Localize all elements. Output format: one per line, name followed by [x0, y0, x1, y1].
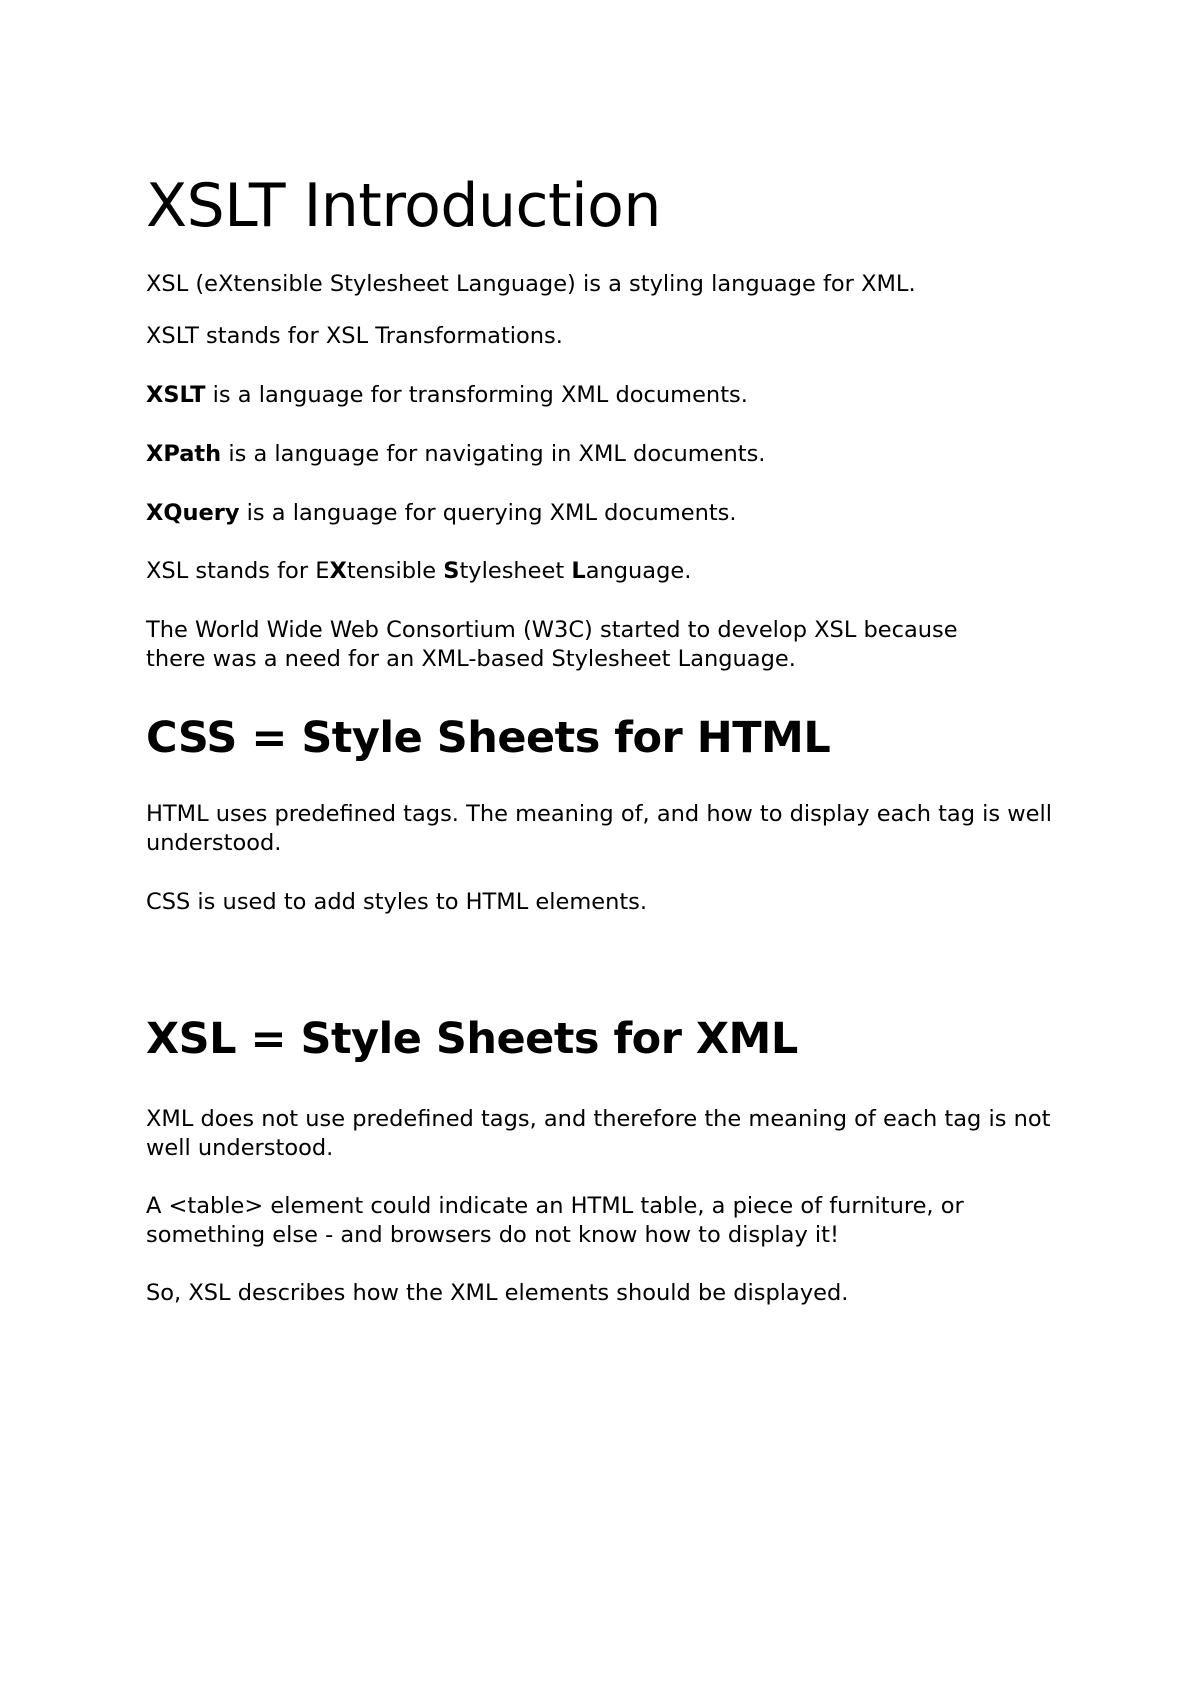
section-heading-css: CSS = Style Sheets for HTML — [146, 713, 831, 763]
abbr-letter-x: X — [329, 558, 347, 584]
abbr-letter-l: L — [571, 558, 586, 584]
abbr-text: tylesheet — [459, 558, 572, 584]
page-title: XSLT Introduction — [146, 171, 661, 241]
abbr-text: anguage. — [585, 558, 692, 584]
xsl-abbreviation-paragraph — [146, 557, 1066, 586]
abbr-letter-s: S — [443, 558, 460, 584]
xsl-paragraph-describes: So, XSL describes how the XML elements should be displayed. — [146, 1280, 849, 1306]
definition-term: XSLT — [146, 382, 206, 408]
definition-term: XPath — [146, 441, 222, 467]
xsl-paragraph-xml-tags: XML does not use predefined tags, and therefore the meaning of each tag is not well understood. — [146, 1106, 1051, 1161]
definition-xpath — [146, 440, 1066, 469]
definition-term: XQuery — [146, 500, 240, 526]
definition-xquery — [146, 499, 1066, 528]
definition-xslt — [146, 381, 1066, 410]
intro-paragraph-xslt: XSLT stands for XSL Transformations. — [146, 323, 563, 349]
xsl-paragraph-table-element: A <table> element could indicate an HTML table, a piece of furniture, or something else - and browsers do not know how to display it! — [146, 1193, 964, 1248]
definition-text: is a language for transforming XML documents. — [205, 382, 748, 408]
definition-text: is a language for querying XML documents. — [239, 500, 737, 526]
intro-paragraph-xsl: XSL (eXtensible Stylesheet Language) is a styling language for XML. — [146, 271, 916, 297]
section-heading-xsl: XSL = Style Sheets for XML — [146, 1014, 798, 1064]
abbr-text: XSL stands for E — [146, 558, 330, 584]
css-paragraph-styles: CSS is used to add styles to HTML elements. — [146, 889, 648, 915]
definition-text: is a language for navigating in XML documents. — [221, 441, 766, 467]
w3c-paragraph: The World Wide Web Consortium (W3C) started to develop XSL because there was a need for an XML-based Stylesheet Language. — [146, 617, 958, 672]
css-paragraph-html-tags: HTML uses predefined tags. The meaning of, and how to display each tag is well understood. — [146, 801, 1053, 856]
abbr-text: tensible — [346, 558, 444, 584]
